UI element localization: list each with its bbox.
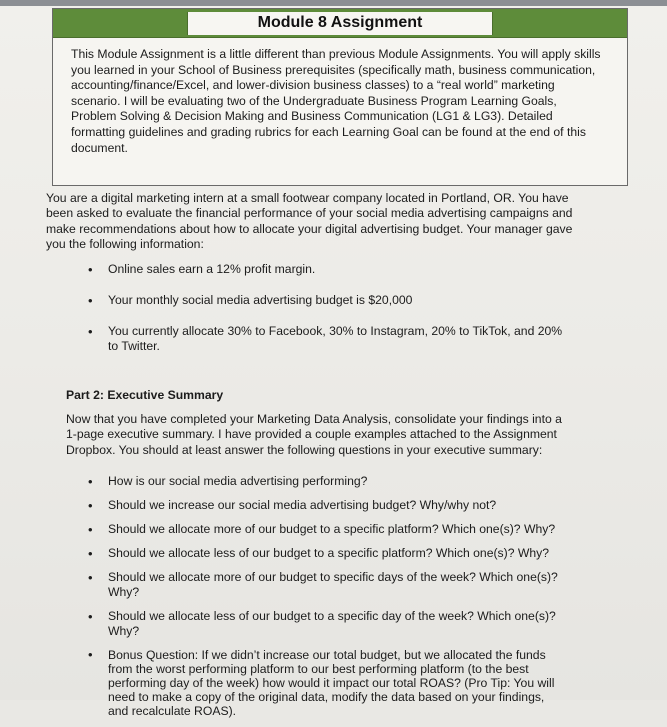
bullet-icon: • (88, 609, 93, 624)
list-item: • Your monthly social media advertising budget is $20,000 (88, 293, 413, 308)
bullet-icon: • (88, 324, 93, 339)
list-item: • How is our social media advertising performing? (88, 474, 368, 489)
bullet-icon: • (88, 262, 93, 277)
bullet-icon: • (88, 498, 93, 513)
top-edge (0, 0, 667, 6)
bullet-icon: • (88, 474, 93, 489)
info-list (88, 262, 568, 370)
list-item: • Should we allocate less of our budget to a specific platform? Which one(s)? Why? (88, 546, 550, 561)
question-list (88, 474, 568, 727)
part2-heading: Part 2: Executive Summary (66, 388, 224, 402)
part2-intro: Now that you have completed your Marketing Data Analysis, consolidate your findings into a 1-page executive summary. I have provided a couple examples attached to the Assignment Dropbox. You should at least answer the following questions in your executive summary: (66, 412, 562, 457)
module-title: Module 8 Assignment (187, 12, 494, 35)
title-bar (53, 9, 627, 38)
intro-paragraph: This Module Assignment is a little different than previous Module Assignments. You will apply skills you learned in your School of Business prerequisites (specifically math, business communication, accounting/finance/Excel, and lower-division business classes) to a “real world” marketing scenario. I will be evaluating two of the Undergraduate Business Program Learning Goals, Problem Solving & Decision Making and Business Communication (LG1 & LG3). Detailed formatting guidelines and grading rubrics for each Learning Goal can be found at the end of this document. (71, 47, 601, 155)
bullet-icon: • (88, 522, 93, 537)
list-item: • You currently allocate 30% to Facebook, 30% to Instagram, 20% to TikTok, and 20% to Twitter. (88, 324, 563, 353)
list-item: • Should we allocate more of our budget to specific days of the week? Which one(s)? Why? (88, 570, 558, 599)
list-item: • Should we allocate less of our budget to a specific day of the week? Which one(s)? Why? (88, 609, 556, 638)
bullet-icon: • (88, 546, 93, 561)
list-item: • Should we allocate more of our budget to a specific platform? Which one(s)? Why? (88, 522, 556, 537)
assignment-header-box (52, 8, 628, 186)
bullet-icon: • (88, 570, 93, 585)
list-item: • Bonus Question: If we didn’t increase our total budget, but we allocated the funds from the worst performing platform to our best performing platform (to the best performing day of the week) how would it impact our total ROAS? (Pro Tip: You will need to make a copy of the original data, modify the data based on your findings, and recalculate ROAS). (88, 647, 555, 718)
list-item: • Should we increase our social media advertising budget? Why/why not? (88, 498, 497, 513)
bullet-icon: • (88, 293, 93, 308)
scenario-paragraph: You are a digital marketing intern at a small footwear company located in Portland, OR. You have been asked to evaluate the financial performance of your social media advertising campaigns and make recommendations about how to allocate your digital advertising budget. Your manager gave you the following information: (46, 191, 573, 252)
list-item: • Online sales earn a 12% profit margin. (88, 262, 316, 277)
bullet-icon: • (88, 647, 93, 662)
